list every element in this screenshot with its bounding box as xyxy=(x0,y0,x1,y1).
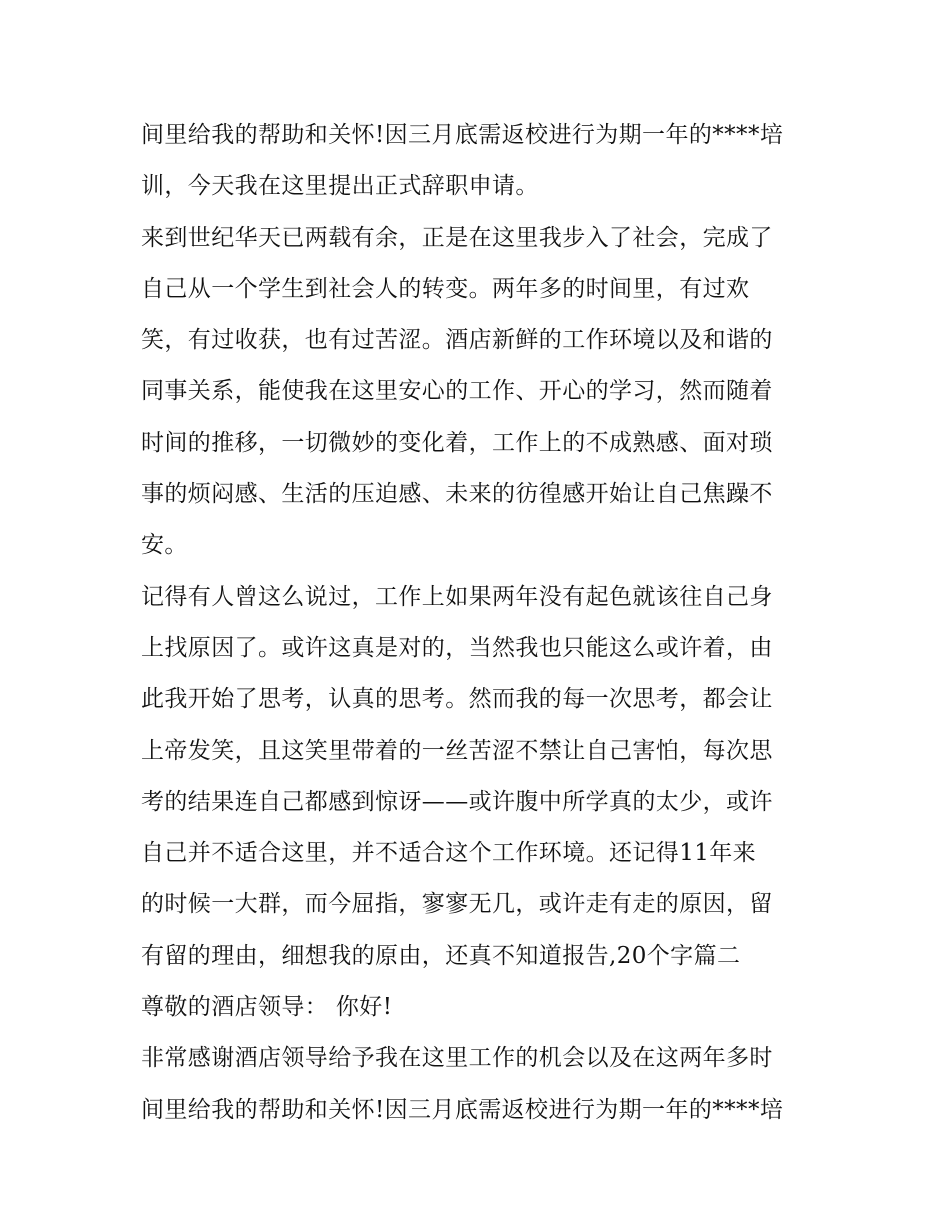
text-line: 来到世纪华天已两载有余，正是在这里我步入了社会，完成了 xyxy=(141,224,773,251)
text-line: 尊敬的酒店领导： 你好! xyxy=(141,994,393,1021)
text-line: 非常感谢酒店领导给予我在这里工作的机会以及在这两年多时 xyxy=(141,1045,773,1072)
text-line: 时间的推移，一切微妙的变化着，工作上的不成熟感、面对琐 xyxy=(141,429,773,456)
text-line: 事的烦闷感、生活的压迫感、未来的彷徨感开始让自己焦躁不 xyxy=(141,481,773,508)
text-line: 间里给我的帮助和关怀!因三月底需返校进行为期一年的****培 xyxy=(141,1096,784,1123)
text-line: 同事关系，能使我在这里安心的工作、开心的学习，然而随着 xyxy=(141,378,773,405)
text-line: 安。 xyxy=(141,532,188,559)
text-line: 此我开始了思考，认真的思考。然而我的每一次思考，都会让 xyxy=(141,686,773,713)
text-line: 自己从一个学生到社会人的转变。两年多的时间里，有过欢 xyxy=(141,275,750,302)
text-line: 自己并不适合这里，并不适合这个工作环境。还记得11年来 xyxy=(141,840,757,867)
text-line: 记得有人曾这么说过，工作上如果两年没有起色就该往自己身 xyxy=(141,583,773,610)
text-line: 考的结果连自己都感到惊讶——或许腹中所学真的太少，或许 xyxy=(141,788,773,815)
text-line: 上帝发笑，且这笑里带着的一丝苦涩不禁让自己害怕，每次思 xyxy=(141,737,773,764)
text-line: 有留的理由，细想我的原由，还真不知道报告,20个字篇二 xyxy=(141,942,741,969)
text-line: 的时候一大群，而今屈指，寥寥无几，或许走有走的原因，留 xyxy=(141,891,773,918)
text-line: 上找原因了。或许这真是对的，当然我也只能这么或许着，由 xyxy=(141,634,773,661)
document-body xyxy=(141,110,821,1136)
text-line: 训，今天我在这里提出正式辞职申请。 xyxy=(141,173,539,200)
text-line: 间里给我的帮助和关怀!因三月底需返校进行为期一年的****培 xyxy=(141,122,784,148)
text-line: 笑，有过收获，也有过苦涩。酒店新鲜的工作环境以及和谐的 xyxy=(141,327,773,354)
